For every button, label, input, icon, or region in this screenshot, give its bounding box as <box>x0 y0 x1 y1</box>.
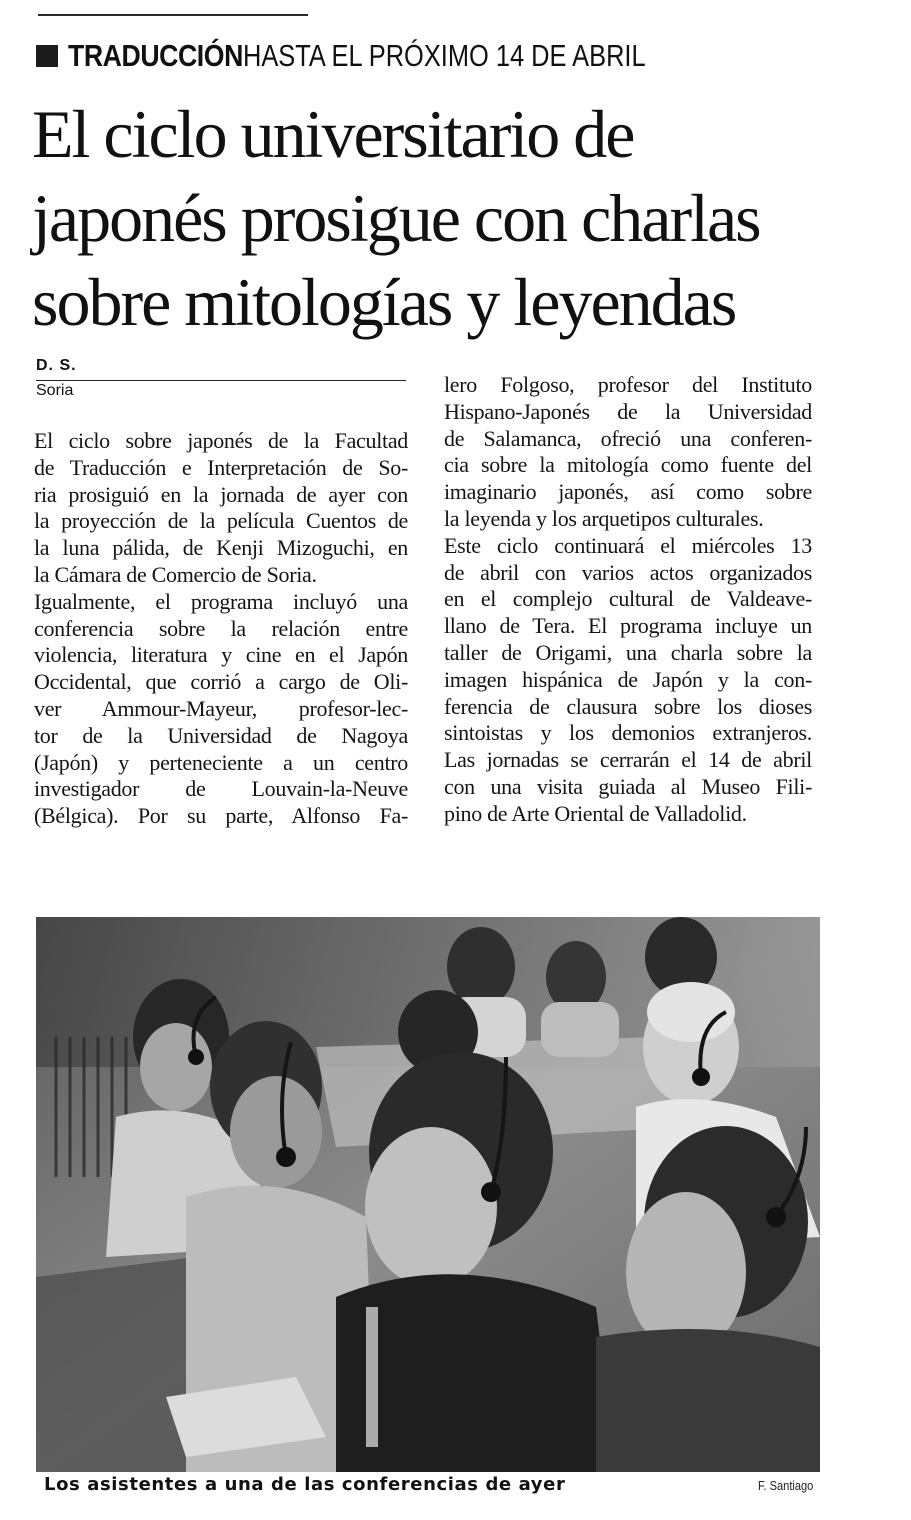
body-line: la Cámara de Comercio de Soria. <box>34 561 317 587</box>
section-kicker <box>36 36 734 76</box>
body-line: la leyenda y los arquetipos culturales. <box>444 505 764 531</box>
body-line: ferencia de clausura sobre los dioses <box>444 693 812 719</box>
body-line: ver Ammour-Mayeur, profesor-lec- <box>34 695 408 721</box>
body-line: de Salamanca, ofreció una conferen- <box>444 425 812 451</box>
body-line: conferencia sobre la relación entre <box>34 615 408 641</box>
body-line: llano de Tera. El programa incluye un <box>444 613 812 639</box>
body-line: imaginario japonés, así como sobre <box>444 479 812 505</box>
section-label: TRADUCCIÓN <box>68 38 243 73</box>
body-line: de Traducción e Interpretación de So- <box>34 454 408 480</box>
body-line: cia sobre la mitología como fuente del <box>444 452 812 478</box>
news-photo <box>36 917 820 1472</box>
body-line: Las jornadas se cerrarán el 14 de abril <box>444 747 812 773</box>
kicker-subtitle: HASTA EL PRÓXIMO 14 DE ABRIL <box>243 38 647 73</box>
body-line: Occidental, que corrió a cargo de Oli- <box>34 669 408 695</box>
headline <box>32 92 832 344</box>
body-line: taller de Origami, una charla sobre la <box>444 639 812 665</box>
body-column-left <box>34 428 408 830</box>
byline-place: Soria <box>36 382 74 399</box>
photo-caption: Los asistentes a una de las conferencias de ayer <box>44 1474 566 1495</box>
kicker-square-icon <box>36 45 58 67</box>
body-line: pino de Arte Oriental de Valladolid. <box>444 800 747 826</box>
body-line: Igualmente, el programa incluyó una <box>34 588 408 614</box>
headline-line: El ciclo universitario de <box>32 96 634 172</box>
body-line: lero Folgoso, profesor del Instituto <box>444 372 812 397</box>
body-line: Este ciclo continuará el miércoles 13 <box>444 532 812 558</box>
body-line: en el complejo cultural de Valdeave- <box>444 586 812 612</box>
body-line: violencia, literatura y cine en el Japón <box>34 642 408 668</box>
body-line: sintoistas y los demonios extranjeros. <box>444 720 812 746</box>
body-line: (Bélgica). Por su parte, Alfonso Fa- <box>34 803 408 829</box>
photo-illustration <box>36 917 820 1472</box>
body-line: Hispano-Japonés de la Universidad <box>444 398 812 424</box>
body-column-right <box>444 372 812 828</box>
headline-line: sobre mitologías y leyendas <box>32 264 736 340</box>
headline-line: japonés prosigue con charlas <box>32 180 760 256</box>
byline-rule <box>36 380 406 381</box>
body-line: de abril con varios actos organizados <box>444 559 812 585</box>
body-line: tor de la Universidad de Nagoya <box>34 722 408 748</box>
body-line: El ciclo sobre japonés de la Facultad <box>34 428 408 453</box>
photo-credit: F. Santiago <box>758 1478 814 1493</box>
body-line: ria prosiguió en la jornada de ayer con <box>34 481 408 507</box>
body-line: imagen hispánica de Japón y la con- <box>444 666 812 692</box>
body-line: (Japón) y perteneciente a un centro <box>34 749 408 775</box>
body-line: investigador de Louvain-la-Neuve <box>34 776 408 802</box>
body-line: con una visita guiada al Museo Fili- <box>444 773 812 799</box>
body-line: la proyección de la película Cuentos de <box>34 508 408 534</box>
byline-author: D. S. <box>36 357 77 374</box>
body-line: la luna pálida, de Kenji Mizoguchi, en <box>34 535 408 561</box>
top-rule <box>38 14 308 16</box>
